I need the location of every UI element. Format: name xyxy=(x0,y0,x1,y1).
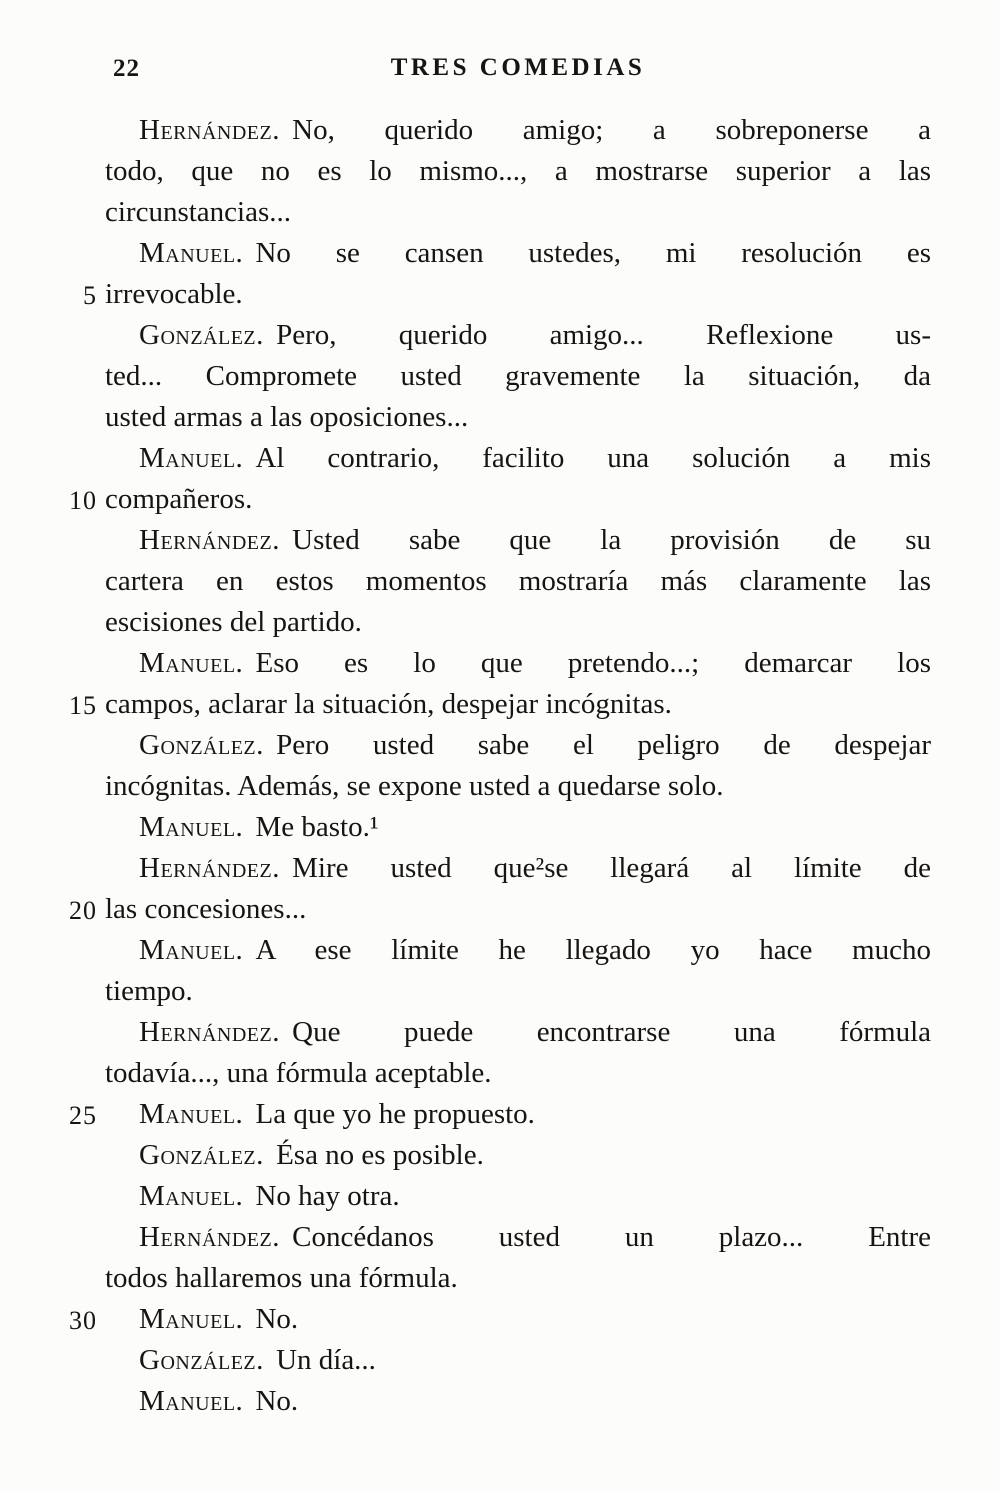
text-line xyxy=(105,725,931,766)
speaker-name: Manuel. xyxy=(139,237,244,269)
speaker-name: Hernández. xyxy=(139,852,280,884)
line-text: las concesiones... xyxy=(105,893,307,925)
margin-line-number: 15 xyxy=(69,691,97,720)
line-text: Usted sabe que la provisión de su xyxy=(292,524,931,556)
line-text: Mire usted que²se llegará al límite de xyxy=(292,852,931,884)
speaker-name: Manuel. xyxy=(139,1303,244,1335)
text-line xyxy=(105,930,931,971)
line-text: circunstancias... xyxy=(105,196,292,228)
text-line xyxy=(105,1258,931,1299)
speaker-name: Hernández. xyxy=(139,1016,280,1048)
line-text: Que puede encontrarse una fórmula xyxy=(292,1016,931,1048)
text-line xyxy=(105,643,931,684)
text-line xyxy=(105,110,931,151)
line-text: Me basto.¹ xyxy=(255,811,379,843)
text-line xyxy=(105,1176,931,1217)
text-line xyxy=(105,315,931,356)
line-text: todavía..., una fórmula aceptable. xyxy=(105,1057,492,1089)
line-text: Pero, querido amigo... Reflexione us- xyxy=(276,319,931,351)
line-text: cartera en estos momentos mostraría más claramente las xyxy=(105,565,931,597)
line-text: usted armas a las oposiciones... xyxy=(105,401,469,433)
text-line xyxy=(105,602,931,643)
margin-line-number: 30 xyxy=(69,1306,97,1335)
speaker-name: Hernández. xyxy=(139,1221,280,1253)
line-text: No. xyxy=(255,1303,299,1335)
text-line xyxy=(105,397,931,438)
line-text: ted... Compromete usted gravemente la situación, da xyxy=(105,360,931,392)
line-text: No, querido amigo; a sobreponerse a xyxy=(292,114,931,146)
line-text: No. xyxy=(255,1385,299,1417)
text-line xyxy=(105,438,931,479)
speaker-name: Manuel. xyxy=(139,1098,244,1130)
line-text: Ésa no es posible. xyxy=(276,1139,484,1171)
line-text: incógnitas. Además, se expone usted a quedarse solo. xyxy=(105,770,724,802)
text-line xyxy=(105,1217,931,1258)
line-text: todo, que no es lo mismo..., a mostrarse superior a las xyxy=(105,155,931,187)
line-text: tiempo. xyxy=(105,975,193,1007)
speaker-name: Manuel. xyxy=(139,442,244,474)
line-text: Eso es lo que pretendo...; demarcar los xyxy=(255,647,931,679)
speaker-name: González. xyxy=(139,729,264,761)
margin-line-number: 10 xyxy=(69,486,97,515)
margin-line-number: 20 xyxy=(69,896,97,925)
text-line xyxy=(69,889,931,930)
page-header xyxy=(105,54,931,86)
text-line xyxy=(69,479,931,520)
speaker-name: González. xyxy=(139,1139,264,1171)
text-line xyxy=(105,192,931,233)
speaker-name: Manuel. xyxy=(139,1385,244,1417)
text-line xyxy=(105,151,931,192)
text-line xyxy=(105,356,931,397)
text-line xyxy=(105,1053,931,1094)
text-body xyxy=(69,110,931,1422)
line-text: Concédanos usted un plazo... Entre xyxy=(292,1221,931,1253)
line-text: A ese límite he llegado yo hace mucho xyxy=(255,934,931,966)
line-text: compañeros. xyxy=(105,483,253,515)
text-line xyxy=(69,1299,931,1340)
line-text: Pero usted sabe el peligro de despejar xyxy=(276,729,931,761)
text-line xyxy=(69,684,931,725)
text-line xyxy=(105,1135,931,1176)
speaker-name: González. xyxy=(139,319,264,351)
text-line xyxy=(105,807,931,848)
page-number: 22 xyxy=(113,55,140,82)
line-text: campos, aclarar la situación, despejar incógnitas. xyxy=(105,688,672,720)
line-text: Al contrario, facilito una solución a mis xyxy=(255,442,931,474)
speaker-name: González. xyxy=(139,1344,264,1376)
speaker-name: Manuel. xyxy=(139,647,244,679)
text-line xyxy=(83,274,931,315)
text-line xyxy=(105,561,931,602)
line-text: escisiones del partido. xyxy=(105,606,362,638)
line-text: Un día... xyxy=(276,1344,376,1376)
text-line xyxy=(105,233,931,274)
text-line xyxy=(105,848,931,889)
speaker-name: Manuel. xyxy=(139,811,244,843)
speaker-name: Hernández. xyxy=(139,524,280,556)
text-line xyxy=(105,766,931,807)
line-text: irrevocable. xyxy=(105,278,243,310)
speaker-name: Hernández. xyxy=(139,114,280,146)
text-line xyxy=(69,1094,931,1135)
margin-line-number: 25 xyxy=(69,1101,97,1130)
text-line xyxy=(105,1012,931,1053)
running-title: TRES COMEDIAS xyxy=(390,54,646,81)
line-text: todos hallaremos una fórmula. xyxy=(105,1262,458,1294)
line-text: La que yo he propuesto. xyxy=(255,1098,535,1130)
margin-line-number: 5 xyxy=(83,281,97,310)
text-line xyxy=(105,971,931,1012)
line-text: No hay otra. xyxy=(255,1180,400,1212)
text-line xyxy=(105,520,931,561)
line-text: No se cansen ustedes, mi resolución es xyxy=(255,237,931,269)
text-line xyxy=(105,1340,931,1381)
speaker-name: Manuel. xyxy=(139,934,244,966)
speaker-name: Manuel. xyxy=(139,1180,244,1212)
text-line xyxy=(105,1381,931,1422)
